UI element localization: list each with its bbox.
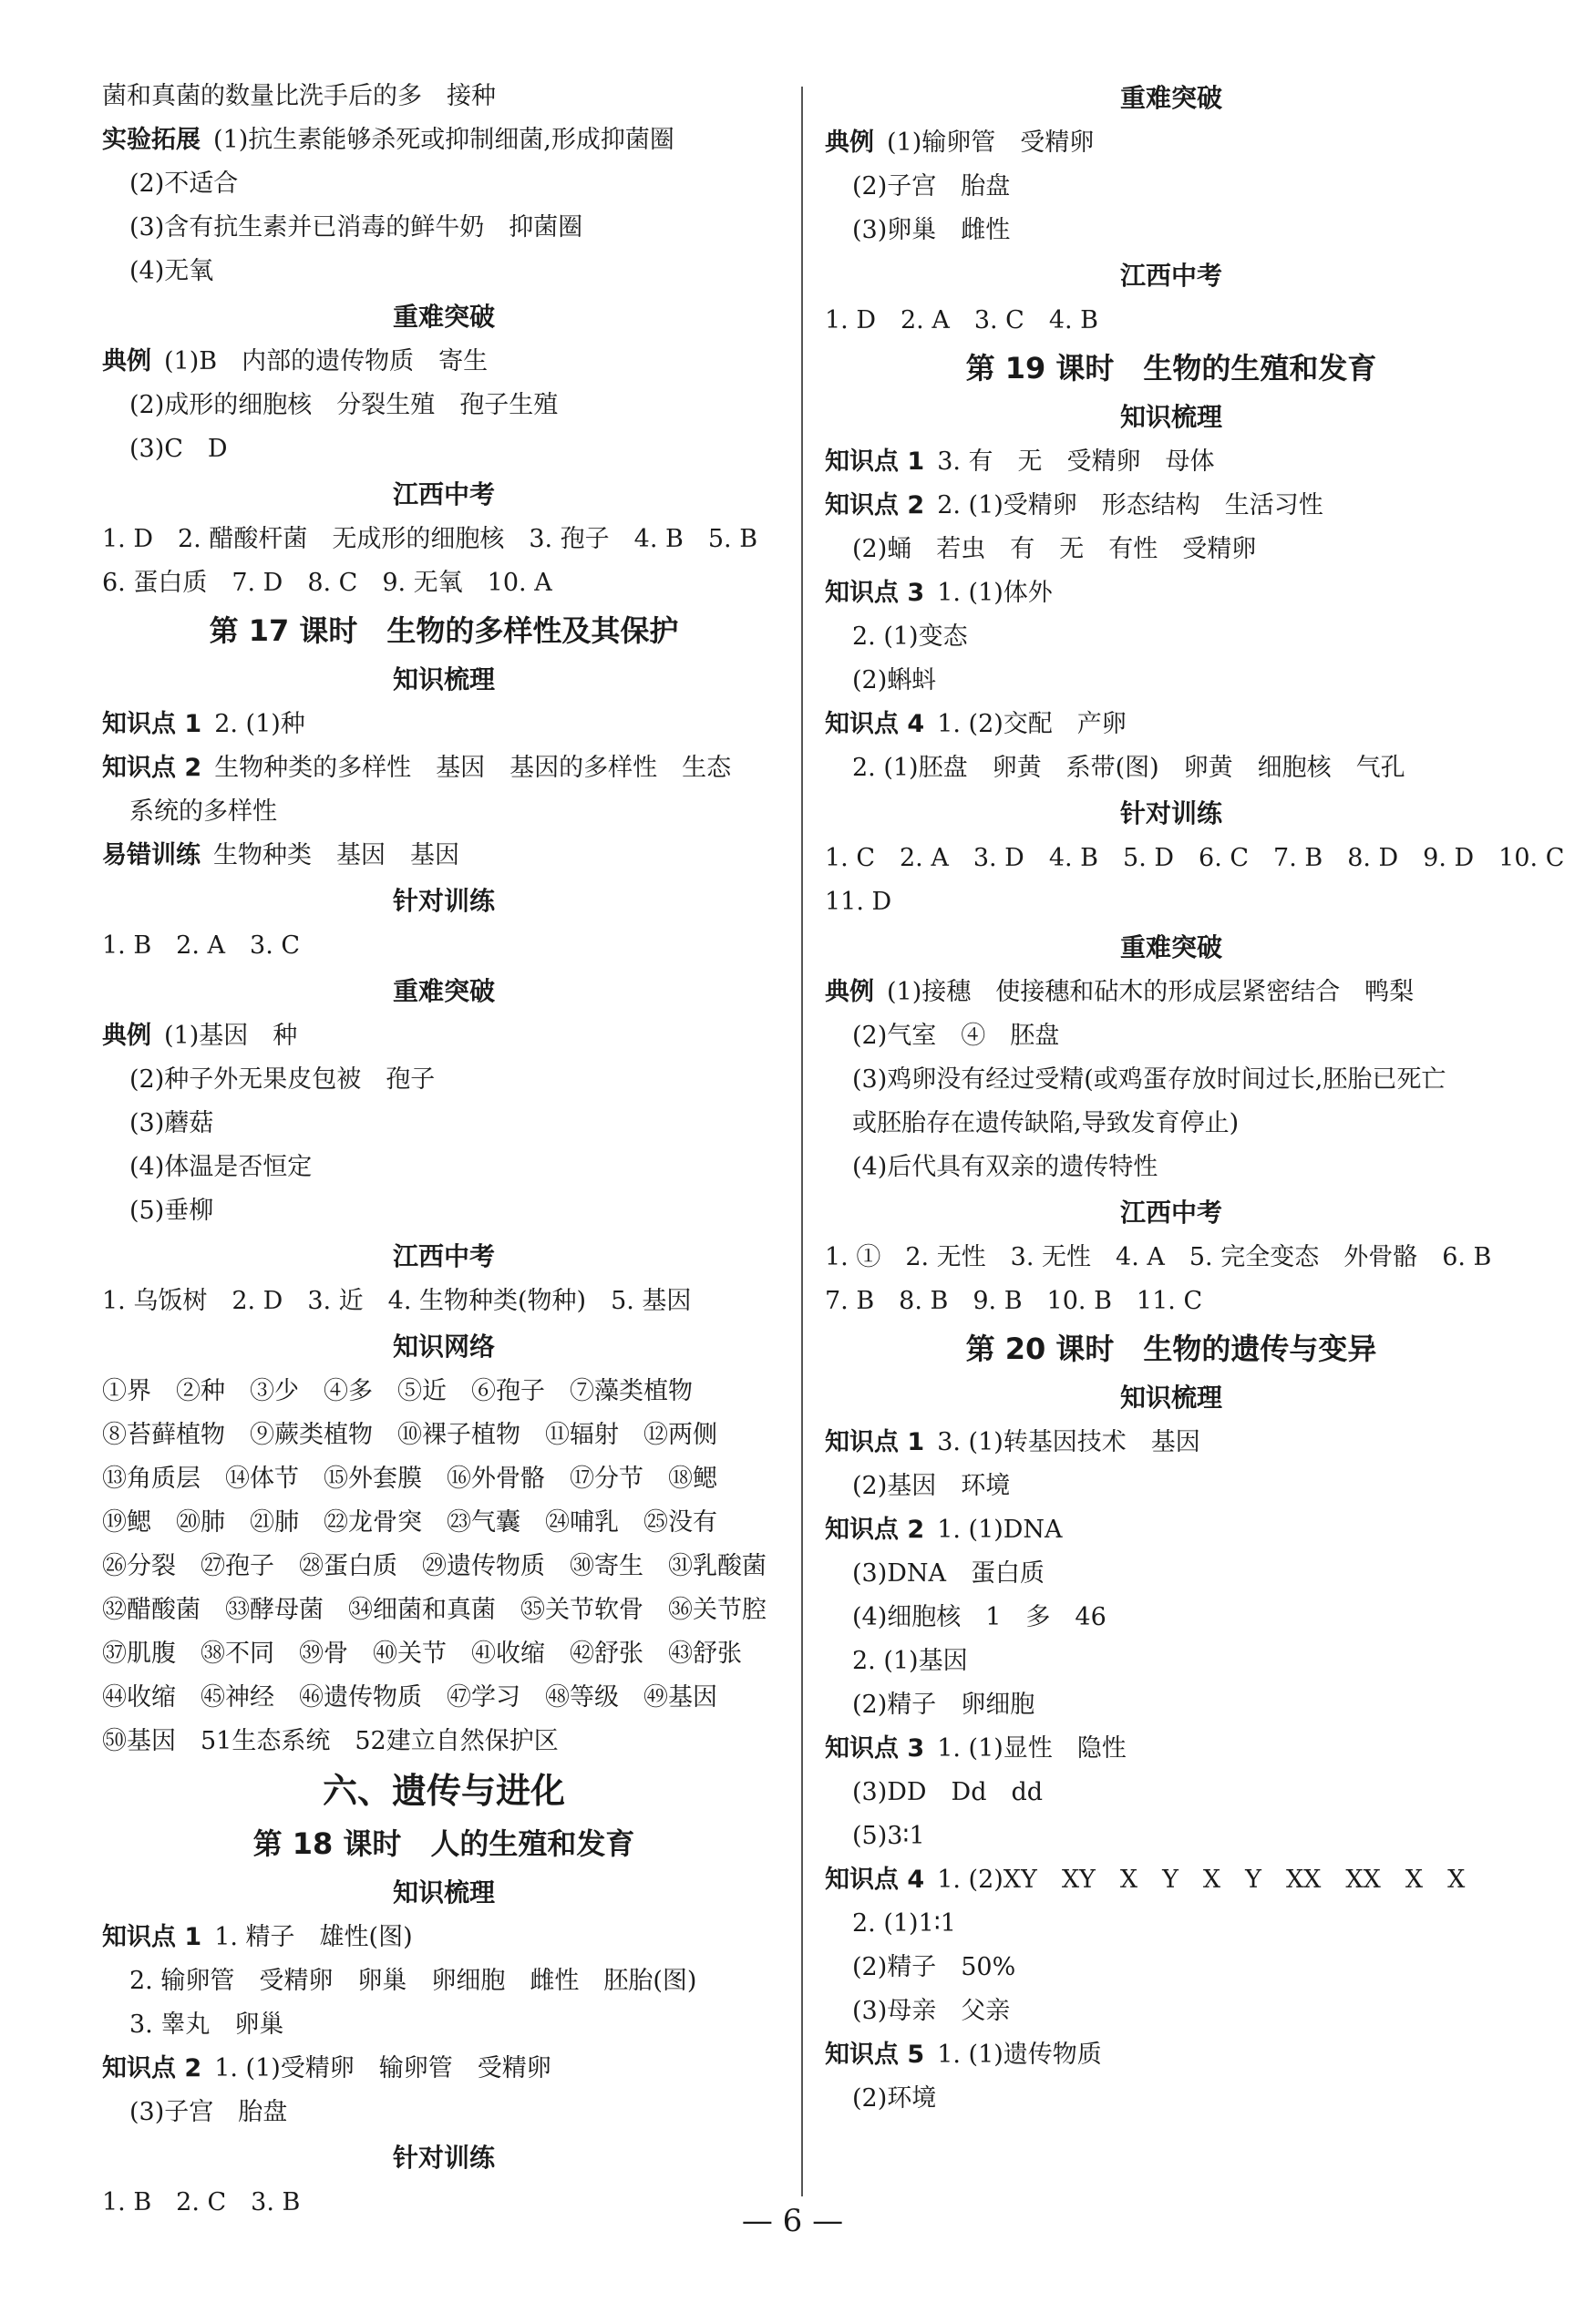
answer-line: [102, 2091, 786, 2134]
answer-line: [102, 1058, 786, 1102]
answer-line: [825, 659, 1518, 703]
answer-line: [825, 1727, 1518, 1771]
answer-line: [102, 1146, 786, 1189]
answer-text: 1. B 2. A 3. C: [102, 931, 301, 960]
answer-line: [825, 615, 1518, 659]
answer-line: [102, 118, 786, 162]
answer-text: (2)精子 50%: [852, 1953, 1016, 1981]
column-divider: [801, 87, 803, 2196]
item-label: 知识点 4: [825, 710, 925, 738]
answer-text: 11. D: [825, 888, 892, 916]
item-label: 知识点 1: [825, 447, 925, 476]
answer-text: 1. (2)交配 产卵: [937, 710, 1127, 738]
answer-text: 1. C 2. A 3. D 4. B 5. D 6. C 7. B 8. D 9. D 10. C: [825, 844, 1565, 872]
answer-line: [825, 165, 1518, 209]
answer-line: [102, 1370, 786, 1414]
answer-text: ㉖分裂 ㉗孢子 ㉘蛋白质 ㉙遗传物质 ㉚寄生 ㉛乳酸菌: [102, 1552, 767, 1580]
answer-text: (5)3∶1: [852, 1822, 925, 1850]
answer-line: [825, 1465, 1518, 1508]
answer-text: (2)精子 卵细胞: [852, 1691, 1035, 1719]
answer-text: 6. 蛋白质 7. D 8. C 9. 无氧 10. A: [102, 569, 552, 597]
answer-text: 2. (1)1∶1: [852, 1909, 956, 1938]
item-label: 实验拓展: [102, 126, 201, 154]
answer-text: (1)基因 种: [164, 1022, 298, 1050]
lesson-title: 第 17 课时 生物的多样性及其保护: [209, 613, 679, 648]
answer-line: [825, 703, 1518, 746]
answer-text: (2)环境: [852, 2084, 937, 2113]
answer-text: ①界 ②种 ③少 ④多 ⑤近 ⑥孢子 ⑦藻类植物: [102, 1377, 693, 1405]
answer-line: [102, 1414, 786, 1457]
answer-text: 或胚胎存在遗传缺陷,导致发育停止): [852, 1109, 1240, 1137]
answer-line: [102, 1632, 786, 1676]
answer-line: [825, 1640, 1518, 1683]
answer-line: [825, 1596, 1518, 1640]
section-heading: 重难突破: [392, 302, 495, 332]
answer-line: [102, 1189, 786, 1233]
section-heading: 江西中考: [1119, 261, 1222, 291]
answer-line: [825, 2077, 1518, 2121]
answer-text: ⑬角质层 ⑭体节 ⑮外套膜 ⑯外骨骼 ⑰分节 ⑱鳃: [102, 1465, 717, 1493]
answer-line: [102, 1501, 786, 1545]
answer-line: [825, 880, 1518, 924]
answer-text: (4)体温是否恒定: [129, 1153, 313, 1181]
answer-text: (3)含有抗生素并已消毒的鲜牛奶 抑菌圈: [129, 213, 583, 242]
answer-text: 7. B 8. B 9. B 10. B 11. C: [825, 1287, 1203, 1315]
answer-line: [102, 1589, 786, 1632]
answer-text: ㊲肌腹 ㊳不同 ㊴骨 ㊵关节 ㊶收缩 ㊷舒张 ㊸舒张: [102, 1640, 742, 1668]
answer-line: [825, 1946, 1518, 1990]
item-label: 知识点 2: [102, 2054, 202, 2082]
answer-text: 菌和真菌的数量比洗手后的多 接种: [102, 82, 496, 110]
answer-text: 3. 有 无 受精卵 母体: [937, 447, 1215, 476]
answer-text: 1. 乌饭树 2. D 3. 近 4. 生物种类(物种) 5. 基因: [102, 1287, 692, 1315]
right-column: [825, 75, 1565, 2121]
item-label: 典例: [102, 1022, 151, 1050]
answer-line: [825, 484, 1518, 528]
answer-line: [102, 1545, 786, 1589]
item-label: 知识点 1: [102, 1923, 202, 1951]
section-heading: 重难突破: [392, 976, 495, 1006]
section-heading: 针对训练: [1119, 798, 1222, 828]
answer-line: [102, 1676, 786, 1720]
answer-text: (3)蘑菇: [129, 1109, 214, 1137]
answer-text: 系统的多样性: [129, 797, 277, 826]
section-heading: 重难突破: [1119, 932, 1222, 962]
answer-line: [825, 1280, 1518, 1323]
answer-text: (4)无氧: [129, 257, 214, 285]
answer-line: [825, 1683, 1518, 1727]
answer-text: (2)基因 环境: [852, 1472, 1011, 1500]
answer-text: (2)种子外无果皮包被 孢子: [129, 1065, 436, 1094]
answer-text: ⑧苔藓植物 ⑨蕨类植物 ⑩裸子植物 ⑪辐射 ⑫两侧: [102, 1421, 717, 1449]
item-label: 知识点 2: [825, 491, 925, 519]
answer-line: [102, 340, 786, 384]
answer-text: 2. (1)变态: [852, 622, 968, 651]
answer-line: [825, 1508, 1518, 1552]
answer-line: [102, 924, 786, 968]
left-column: [102, 75, 786, 2225]
answer-line: [825, 440, 1518, 484]
answer-text: 1. 精子 雄性(图): [214, 1923, 413, 1951]
answer-text: 1. ① 2. 无性 3. 无性 4. A 5. 完全变态 外骨骼 6. B: [825, 1243, 1492, 1271]
answer-text: 1. (1)DNA: [937, 1516, 1063, 1544]
answer-text: (2)蝌蚪: [852, 666, 937, 694]
answer-line: [102, 250, 786, 293]
answer-line: [102, 162, 786, 206]
item-label: 知识点 3: [825, 1734, 925, 1763]
section-heading: 江西中考: [392, 1241, 495, 1271]
answer-text: (2)气室 ④ 胚盘: [852, 1022, 1060, 1050]
answer-text: 生物种类 基因 基因: [213, 841, 459, 869]
item-label: 典例: [102, 347, 151, 375]
answer-text: 2. 输卵管 受精卵 卵巢 卵细胞 雌性 胚胎(图): [129, 1967, 697, 1995]
section-heading: 知识梳理: [392, 664, 495, 694]
section-heading: 江西中考: [1119, 1198, 1222, 1228]
unit-title: 六、遗传与进化: [322, 1771, 565, 1811]
section-heading: 知识梳理: [392, 1877, 495, 1908]
answer-line: [102, 1102, 786, 1146]
answer-line: [825, 971, 1518, 1014]
answer-text: 生物种类的多样性 基因 基因的多样性 生态: [214, 754, 732, 782]
answer-line: [825, 1102, 1518, 1146]
answer-line: [102, 75, 786, 118]
answer-text: (1)接穗 使接穗和砧木的形成层紧密结合 鸭梨: [887, 978, 1415, 1006]
answer-line: [102, 1280, 786, 1323]
item-label: 知识点 1: [102, 710, 202, 738]
answer-line: [102, 1916, 786, 1959]
answer-line: [102, 206, 786, 250]
answer-line: [102, 746, 786, 790]
answer-line: [825, 1236, 1518, 1280]
item-label: 典例: [825, 978, 874, 1006]
answer-text: (3)DD Dd dd: [852, 1778, 1044, 1806]
answer-line: [102, 561, 786, 605]
item-label: 知识点 1: [825, 1428, 925, 1456]
answer-text: 1. D 2. 醋酸杆菌 无成形的细胞核 3. 孢子 4. B 5. B: [102, 525, 758, 553]
section-heading: 知识网络: [392, 1332, 495, 1362]
answer-line: [825, 1902, 1518, 1946]
answer-text: (1)输卵管 受精卵: [887, 129, 1095, 157]
section-heading: 针对训练: [392, 886, 495, 916]
answer-line: [102, 2003, 786, 2047]
answer-line: [102, 834, 786, 878]
section-heading: 重难突破: [1119, 83, 1222, 113]
item-label: 知识点 3: [825, 579, 925, 607]
section-heading: 江西中考: [392, 479, 495, 509]
answer-line: [102, 703, 786, 746]
answer-text: 3. (1)转基因技术 基因: [937, 1428, 1200, 1456]
answer-text: (3)子宫 胎盘: [129, 2098, 288, 2126]
answer-line: [102, 1720, 786, 1764]
answer-line: [102, 427, 786, 471]
answer-line: [825, 299, 1518, 343]
answer-line: [102, 518, 786, 561]
answer-text: (3)鸡卵没有经过受精(或鸡蛋存放时间过长,胚胎已死亡: [852, 1065, 1446, 1094]
lesson-title: 第 18 课时 人的生殖和发育: [252, 1826, 635, 1861]
answer-text: (3)DNA 蛋白质: [852, 1559, 1045, 1588]
answer-text: (2)不适合: [129, 170, 239, 198]
answer-text: (1)B 内部的遗传物质 寄生: [164, 347, 489, 375]
answer-text: ㉜醋酸菌 ㉝酵母菌 ㉞细菌和真菌 ㉟关节软骨 ㊱关节腔: [102, 1596, 767, 1624]
answer-text: ㊹收缩 ㊺神经 ㊻遗传物质 ㊼学习 ㊽等级 ㊾基因: [102, 1683, 717, 1712]
answer-text: (3)C D: [129, 435, 228, 463]
item-label: 易错训练: [102, 841, 201, 869]
answer-line: [825, 1990, 1518, 2033]
lesson-title: 第 20 课时 生物的遗传与变异: [965, 1332, 1377, 1366]
answer-line: [825, 2033, 1518, 2077]
answer-line: [825, 837, 1565, 880]
answer-text: (5)垂柳: [129, 1197, 214, 1225]
section-heading: 知识梳理: [1119, 1383, 1222, 1413]
answer-text: (4)后代具有双亲的遗传特性: [852, 1153, 1158, 1181]
answer-text: 2. (1)基因: [852, 1647, 968, 1675]
page-number: — 6 —: [741, 2203, 844, 2239]
answer-text: 1. D 2. A 3. C 4. B: [825, 306, 1099, 334]
answer-text: 2. (1)受精卵 形态结构 生活习性: [937, 491, 1323, 519]
answer-text: 1. (1)受精卵 输卵管 受精卵: [214, 2054, 551, 2082]
section-heading: 针对训练: [392, 2143, 495, 2173]
answer-line: [102, 1014, 786, 1058]
answer-line: [825, 209, 1518, 252]
answer-line: [102, 2047, 786, 2091]
answer-text: 1. (2)XY XY X Y X Y XX XX X X: [937, 1866, 1466, 1894]
answer-text: 1. (1)显性 隐性: [937, 1734, 1127, 1763]
lesson-title: 第 19 课时 生物的生殖和发育: [965, 351, 1377, 386]
answer-text: (2)成形的细胞核 分裂生殖 孢子生殖: [129, 391, 559, 419]
item-label: 知识点 4: [825, 1866, 925, 1894]
answer-line: [825, 746, 1518, 790]
answer-text: 1. (1)体外: [937, 579, 1053, 607]
answer-line: [825, 1146, 1518, 1189]
answer-line: [825, 571, 1518, 615]
answer-line: [825, 1771, 1518, 1815]
item-label: 知识点 2: [102, 754, 202, 782]
answer-text: ⑲鳃 ⑳肺 ㉑肺 ㉒龙骨突 ㉓气囊 ㉔哺乳 ㉕没有: [102, 1508, 717, 1537]
answer-line: [102, 384, 786, 427]
answer-line: [825, 121, 1518, 165]
answer-line: [825, 1058, 1518, 1102]
section-heading: 知识梳理: [1119, 402, 1222, 432]
answer-text: (1)抗生素能够杀死或抑制细菌,形成抑菌圈: [213, 126, 674, 154]
answer-line: [825, 1815, 1518, 1858]
answer-text: 2. (1)种: [214, 710, 305, 738]
answer-line: [825, 528, 1518, 571]
answer-text: 1. B 2. C 3. B: [102, 2188, 301, 2216]
answer-line: [825, 1552, 1518, 1596]
answer-line: [825, 1421, 1518, 1465]
answer-text: 3. 睾丸 卵巢: [129, 2010, 284, 2039]
answer-text: (2)蛹 若虫 有 无 有性 受精卵: [852, 535, 1257, 563]
answer-text: (3)母亲 父亲: [852, 1997, 1011, 2025]
item-label: 知识点 2: [825, 1516, 925, 1544]
answer-line: [102, 1959, 786, 2003]
answer-line: [825, 1858, 1518, 1902]
item-label: 知识点 5: [825, 2041, 925, 2069]
answer-line: [825, 1014, 1518, 1058]
answer-text: 1. (1)遗传物质: [937, 2041, 1102, 2069]
answer-line: [102, 790, 786, 834]
item-label: 典例: [825, 129, 874, 157]
answer-text: ㊿基因 51生态系统 52建立自然保护区: [102, 1727, 559, 1755]
answer-text: (3)卵巢 雌性: [852, 216, 1011, 244]
answer-text: (2)子宫 胎盘: [852, 172, 1011, 201]
answer-line: [102, 1457, 786, 1501]
answer-text: (4)细胞核 1 多 46: [852, 1603, 1106, 1631]
answer-text: 2. (1)胚盘 卵黄 系带(图) 卵黄 细胞核 气孔: [852, 754, 1405, 782]
